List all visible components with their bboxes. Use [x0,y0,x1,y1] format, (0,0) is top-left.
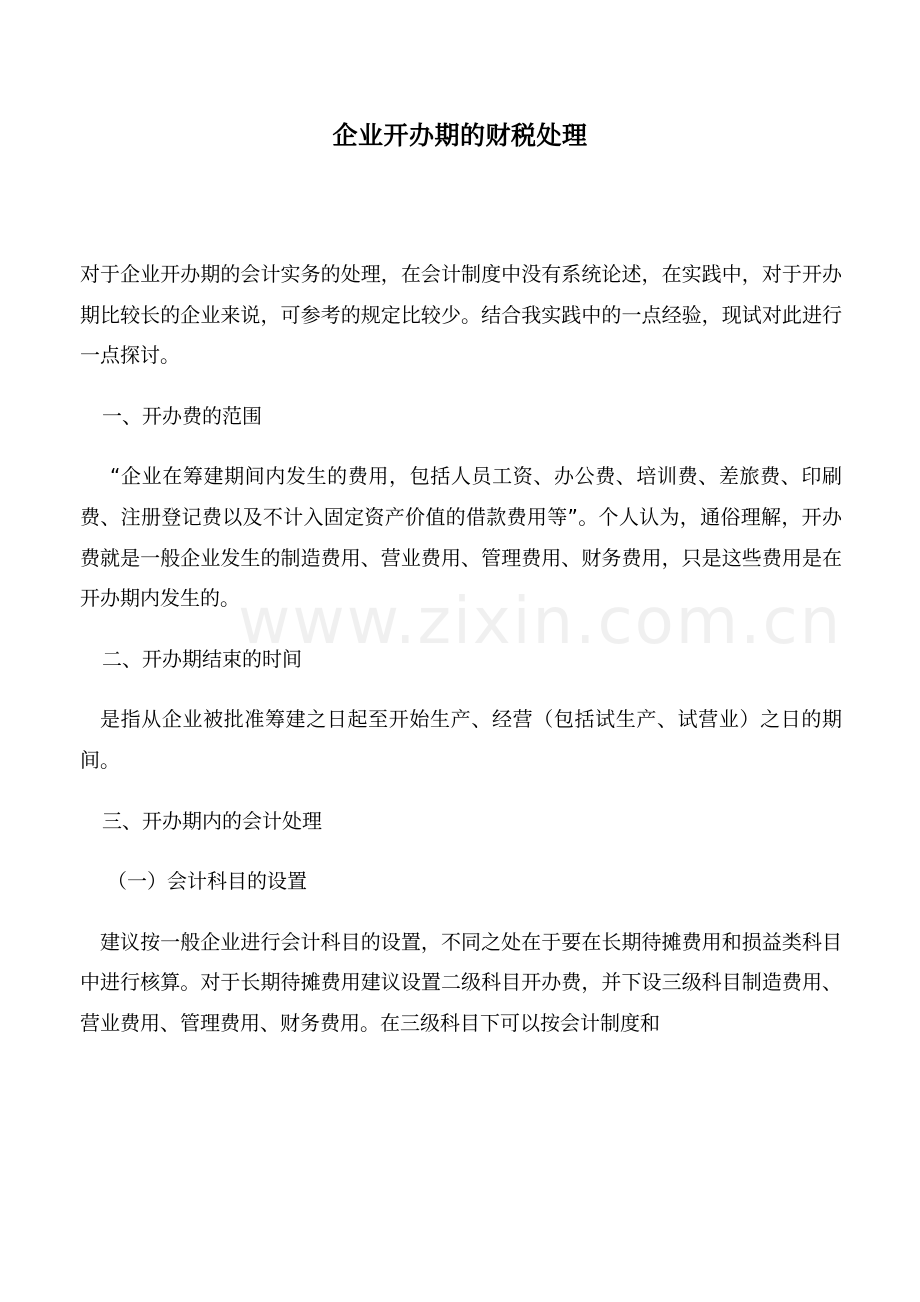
document-body [80,254,842,1064]
paragraph-scope: “企业在筹建期间内发生的费用，包括人员工资、办公费、培训费、差旅费、印刷费、注册登记费以及不计入固定资产价值的借款费用等”。个人认为，通俗理解，开办费就是一般企业发生的制造费用、营业费用、管理费用、财务费用，只是这些费用是在开办期内发生的。 [80,464,842,611]
paragraph-intro: 对于企业开办期的会计实务的处理，在会计制度中没有系统论述，在实践中，对于开办期比较长的企业来说，可参考的规定比较少。结合我实践中的一点经验，现试对此进行一点探讨。 [80,262,842,368]
section-heading-scope: 一、开办费的范围 [102,403,262,428]
watermark: www.zixin.com.cn [238,585,843,659]
section-heading-end-time: 二、开办期结束的时间 [102,646,302,671]
paragraph-end-time: 是指从企业被批准筹建之日起至开始生产、经营（包括试生产、试营业）之日的期间。 [80,707,842,772]
subsection-heading-accounts: （一）会计科目的设置 [107,869,307,894]
section-heading-accounting: 三、开办期内的会计处理 [102,808,322,833]
paragraph-accounts: 建议按一般企业进行会计科目的设置，不同之处在于要在长期待摊费用和损益类科目中进行核算。对于长期待摊费用建议设置二级科目开办费，并下设三级科目制造费用、营业费用、管理费用、财务费用。在三级科目下可以按会计制度和 [80,929,842,1035]
document-title: 企业开办期的财税处理 [332,121,588,150]
